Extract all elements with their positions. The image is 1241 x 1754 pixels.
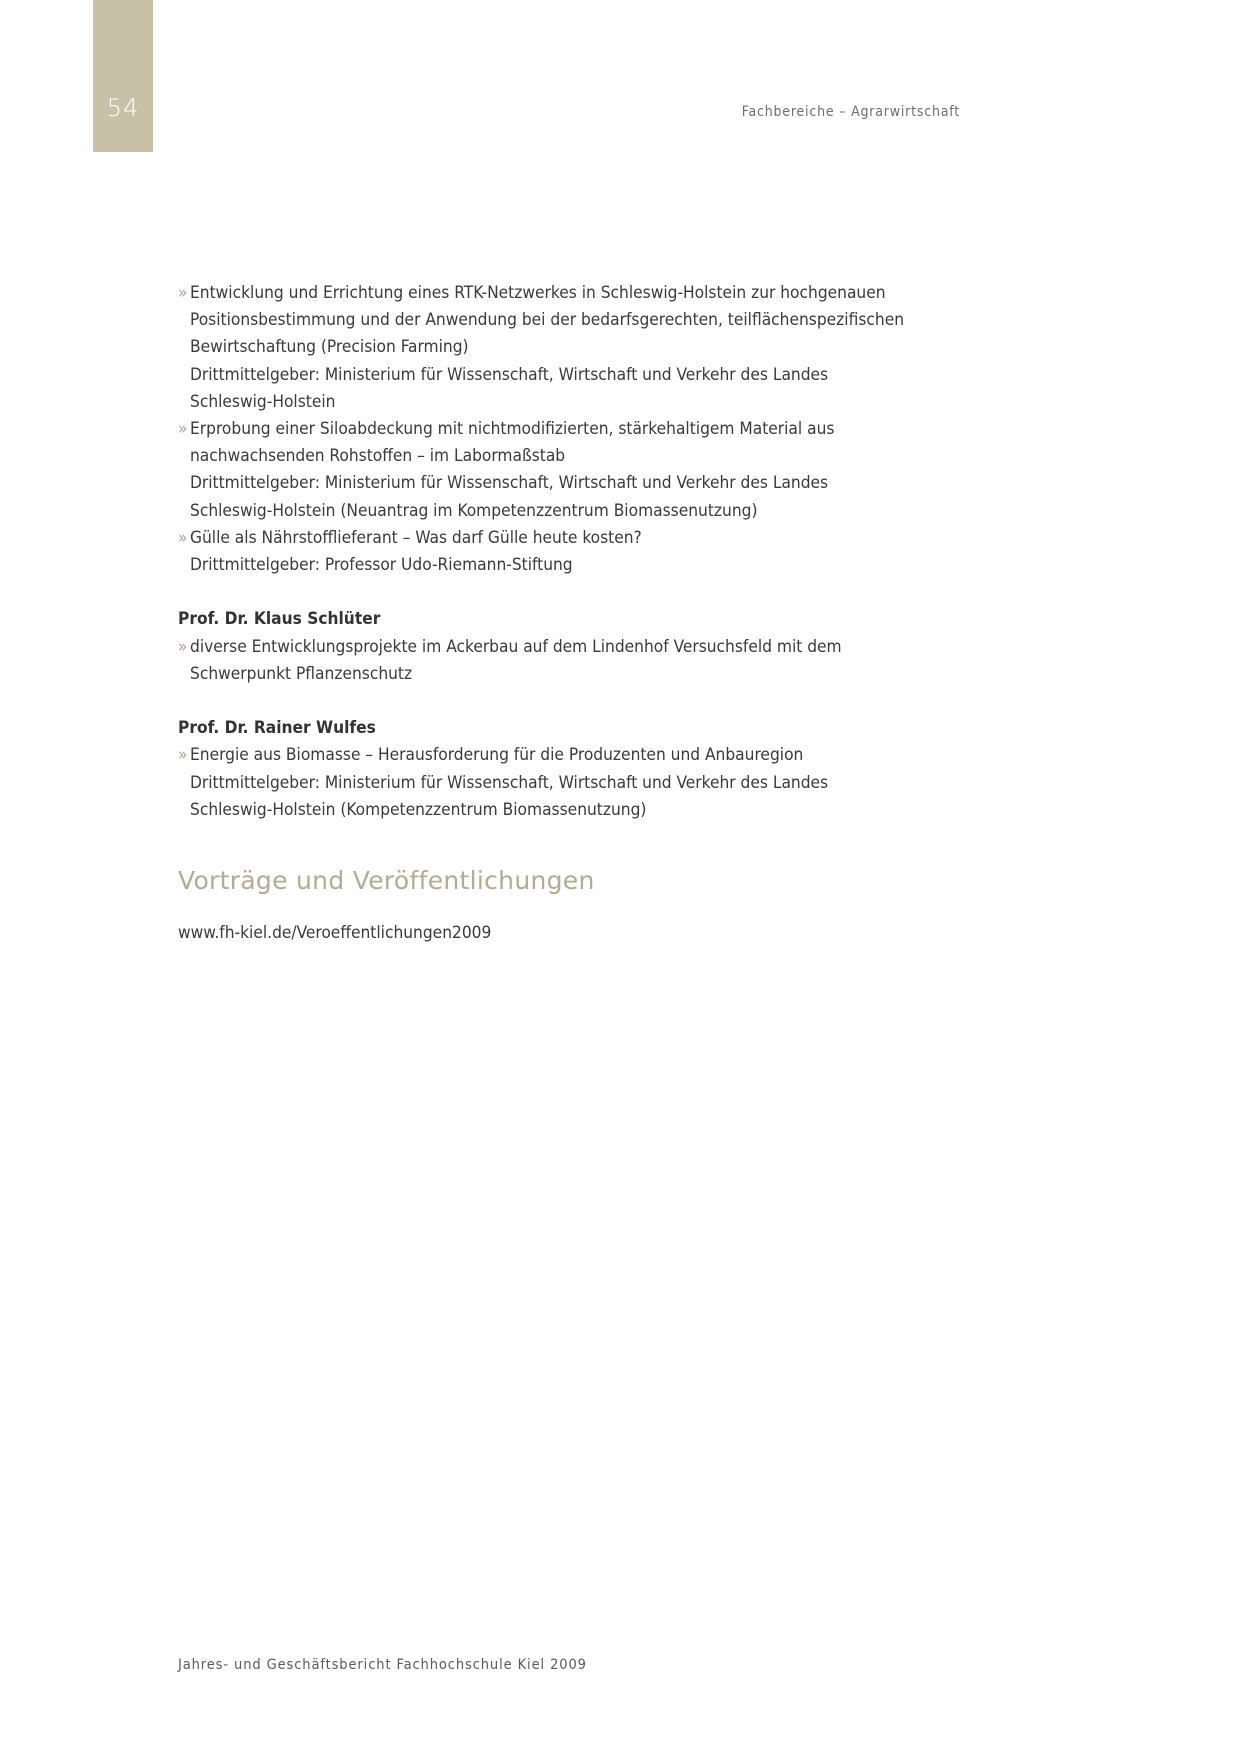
page-number-tab [93,0,153,152]
bullet-marker: » [178,636,188,657]
bullet-marker: » [178,419,188,440]
publications-link[interactable]: www.fh-kiel.de/Veroeffentlichungen2009 [178,923,492,944]
page-number: 54 [106,94,140,122]
entry-line: Entwicklung und Errichtung eines RTK-Netzwerkes in Schleswig-Holstein zur hochgenauen [190,283,886,303]
entry-line: Bewirtschaftung (Precision Farming) [190,337,469,358]
entry-line: Drittmittelgeber: Ministerium für Wissenschaft, Wirtschaft und Verkehr des Landes [190,364,829,385]
entry-line: diverse Entwicklungsprojekte im Ackerbau auf dem Lindenhof Versuchsfeld mit dem [190,636,842,657]
professor-name-schlueter: Prof. Dr. Klaus Schlüter [178,609,381,630]
entry-line: nachwachsenden Rohstoffen – im Labormaßstab [190,446,566,467]
main-content [178,280,978,947]
entry-line: Schleswig-Holstein (Kompetenzzentrum Biomassenutzung) [190,799,647,820]
entry-line: Positionsbestimmung und der Anwendung bei der bedarfsgerechten, teilflächenspezifischen [190,310,905,331]
page-footer: Jahres- und Geschäftsbericht Fachhochschule Kiel 2009 [178,1657,587,1673]
bullet-marker: » [178,745,188,766]
entry-line: Schleswig-Holstein (Neuantrag im Kompetenzzentrum Biomassenutzung) [190,500,758,521]
entry-line: Energie aus Biomasse – Herausforderung für die Produzenten und Anbauregion [190,745,804,766]
entry-line: Schleswig-Holstein [190,391,336,412]
entry-line: Drittmittelgeber: Professor Udo-Riemann-Stiftung [190,555,573,576]
bullet-marker: » [178,283,188,303]
entry-line: Drittmittelgeber: Ministerium für Wissenschaft, Wirtschaft und Verkehr des Landes [190,473,829,494]
bullet-marker: » [178,527,188,548]
entry-line: Schwerpunkt Pflanzenschutz [190,663,413,684]
project-entry-biomasse [178,742,978,824]
project-entry-silo [178,416,978,525]
professor-name-wulfes: Prof. Dr. Rainer Wulfes [178,718,376,739]
project-entry-rtk [178,280,978,416]
entry-line: Gülle als Nährstofflieferant – Was darf Gülle heute kosten? [190,527,642,548]
project-entry-guelle [178,525,978,579]
running-head: Fachbereiche – Agrarwirtschaft [741,104,960,120]
publications-heading: Vorträge und Veröffentlichungen [178,866,595,896]
entry-line: Drittmittelgeber: Ministerium für Wissenschaft, Wirtschaft und Verkehr des Landes [190,772,829,793]
entry-line: Erprobung einer Siloabdeckung mit nichtmodifizierten, stärkehaltigem Material aus [190,419,835,440]
project-entry-ackerbau [178,634,978,688]
